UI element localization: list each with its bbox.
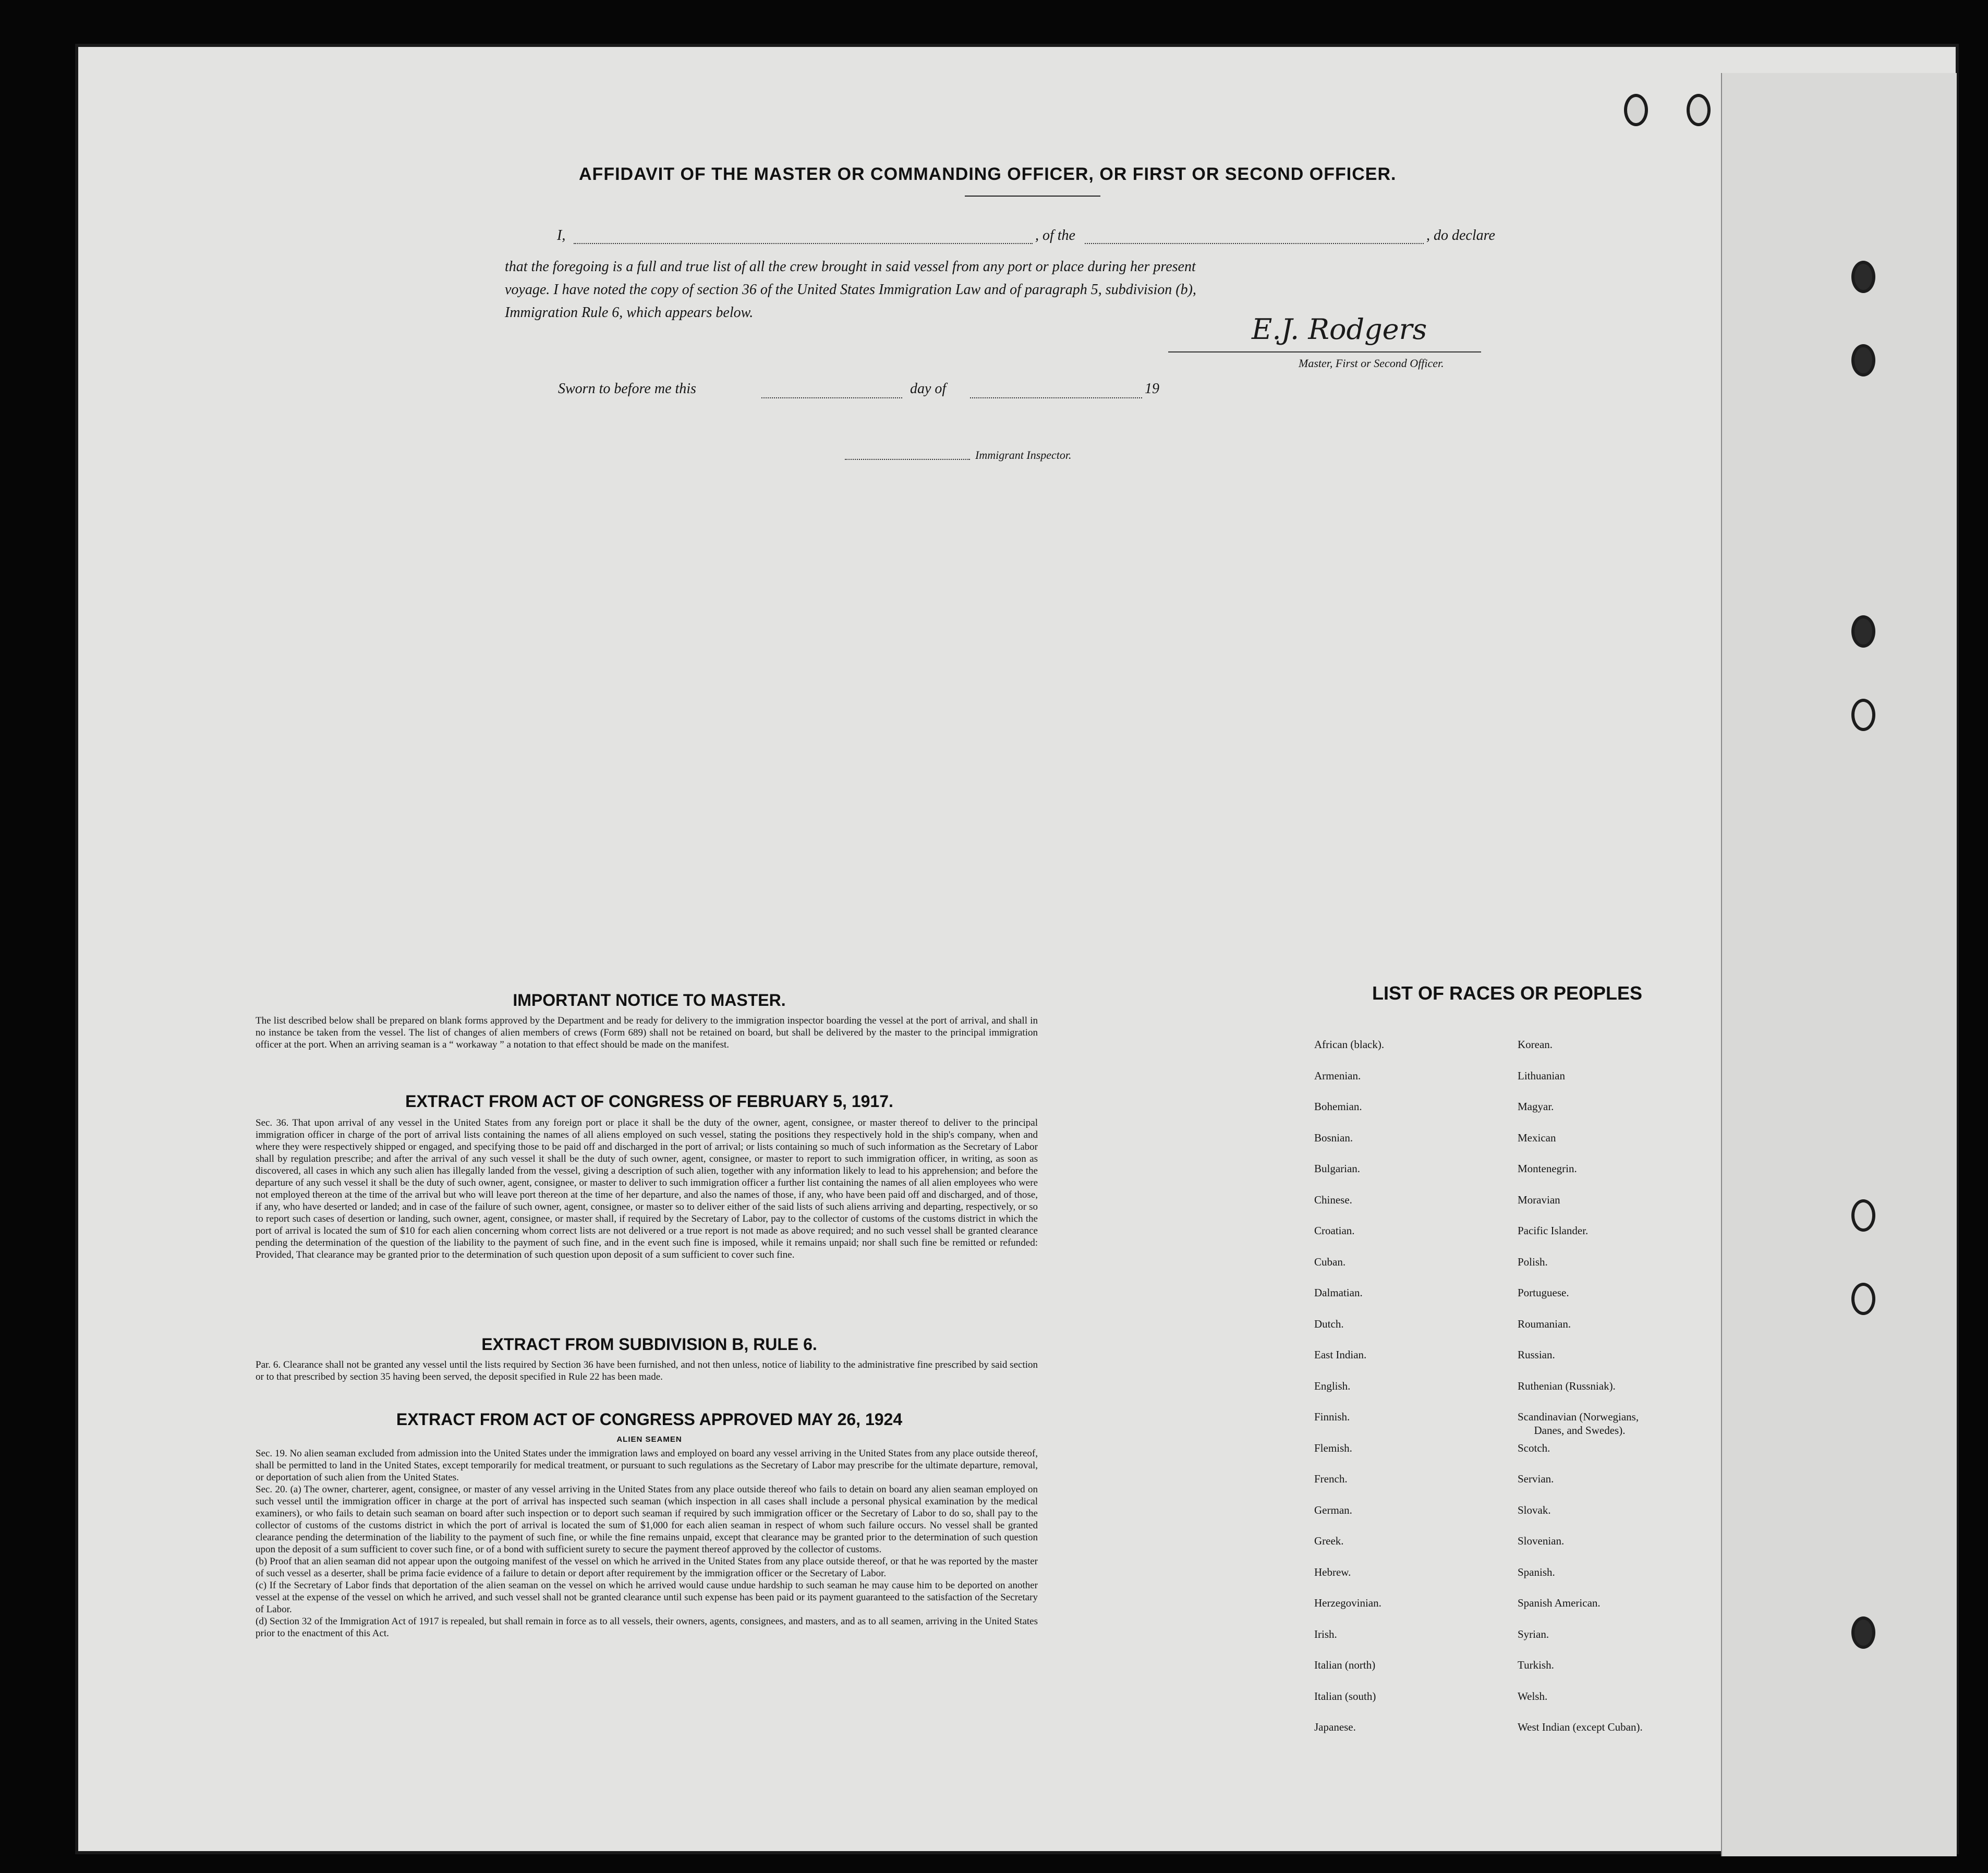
- vessel-line: [1085, 243, 1424, 244]
- race-item: Croatian.: [1314, 1224, 1355, 1237]
- race-item: English.: [1314, 1379, 1351, 1392]
- race-item: Dalmatian.: [1314, 1286, 1363, 1299]
- signature-line: [1168, 351, 1481, 352]
- affidavit-body-2: voyage. I have noted the copy of section 36 of the United States Immigration Law and of paragraph 5, subdivision (b),: [505, 282, 1196, 298]
- race-item: German.: [1314, 1503, 1352, 1516]
- title-rule: [965, 196, 1100, 197]
- handwritten-signature: E.J. Rodgers: [1252, 313, 1427, 346]
- race-item: Armenian.: [1314, 1069, 1361, 1082]
- punch-hole: [1624, 94, 1648, 126]
- race-item: Greek.: [1314, 1535, 1344, 1547]
- punch-hole: [1851, 615, 1875, 648]
- race-item: Irish.: [1314, 1627, 1337, 1640]
- sworn-label: Sworn to before me this: [558, 381, 696, 397]
- race-item: African (black).: [1314, 1038, 1385, 1051]
- punch-hole: [1851, 1283, 1875, 1315]
- punch-hole: [1851, 699, 1875, 731]
- race-item: Flemish.: [1314, 1441, 1352, 1454]
- signature-caption: Master, First or Second Officer.: [1299, 357, 1444, 370]
- race-item: Cuban.: [1314, 1255, 1346, 1268]
- race-item: Scandinavian (Norwegians, Danes, and Swedes).: [1518, 1410, 1639, 1437]
- race-item: French.: [1314, 1473, 1348, 1485]
- race-item: Roumanian.: [1518, 1317, 1571, 1330]
- race-item: Moravian: [1518, 1193, 1560, 1206]
- extract-1917-text: Sec. 36. That upon arrival of any vessel in the United States from any foreign port or place it shall be the duty of the owner, agent, consignee, or master thereof to deliver to the principal immigration officer in charge of the port of arrival lists containing the names of all aliens employed on such vessel, stating the positions they respectively hold in the ship's company, when and where they were respectively shipped or engaged, and specifying those to be paid off and discharged in the port of arrival; or lists containing so much of such information as the Secretary of Labor shall by regulation prescribe; and after the arrival of any such vessel it shall be the duty of such owner, agent, consignee, or master to report to such immigration officer, in writing, as soon as discovered, all cases in which any such alien has illegally landed from the vessel, giving a description of such alien, together with any information likely to lead to his apprehension; and before the departure of any such vessel it shall be the duty of such owner, agent, consignee, or master to deliver to such immigration officer a further list containing the names of all alien employees who were not employed thereon at the time of the arrival but who will leave port thereon at the time of her departure, and also the names of those, if any, who have been paid off and discharged, and of those, if any, who have deserted or landed; and in case of the failure of such owner, agent, consignee, or master so to deliver either of the said lists of such aliens arriving and departing, respectively, or so to report such cases of desertion or landing, such owner, agent, consignee, or master shall, if required by the Secretary of Labor, pay to the collector of customs of the customs district in which the port of arrival is located the sum of $10 for each alien concerning whom correct lists are not delivered or a true report is not made as above required; and no such vessel shall be granted clearance pending the determination of the question of the liability to the payment of such fine, and in the event such fine is imposed, while it remains unpaid; nor shall such fine be remitted or refunded: Provided, That clearance may be granted prior to the determination of such question upon deposit of a sum sufficient to cover such fine.: [256, 1117, 1038, 1260]
- race-item: Korean.: [1518, 1038, 1553, 1051]
- race-item: Dutch.: [1314, 1317, 1344, 1330]
- underlying-page-edge: [1721, 73, 1957, 1856]
- race-item: Russian.: [1518, 1348, 1555, 1361]
- punch-hole: [1851, 1199, 1875, 1232]
- punch-hole: [1851, 1616, 1875, 1649]
- extract-1924-text: Sec. 19. No alien seaman excluded from admission into the United States under the immigration laws and employed on board any vessel arriving in the United States from any place outside thereof, shall be permitted to land in the United States, except temporarily for medical treatment, or pursuant to such regulations as the Secretary of Labor may prescribe for the ultimate departure, removal, or deportation of such alien from the United States. Sec. 20. (a) The owner, charterer, agent, consignee, or master of any vessel arriving in the United States from any place outside thereof who fails to detain on board any alien seaman employed on such vessel until the immigration officer in charge at the port of arrival has inspected such seaman (which inspection in all cases shall include a personal physical examination by the medical examiners), or who fails to detain such seaman on board after such inspection or to deport such seaman if required by such immigration officer or the Secretary of Labor to do so, shall pay to the collector of customs of the customs district in which the port of arrival is located the sum of $1,000 for each alien seaman in respect of whom such failure occurs. No vessel shall be granted clearance pending the determination of the liability to the payment of such fine, or while the fine remains unpaid, except that clearance may be granted prior to the determination of such question upon the deposit of a sum sufficient to cover such fine, or of a bond with sufficient surety to secure the payment thereof approved by the collector of customs. (b) Proof that an alien seaman did not appear upon the outgoing manifest of the vessel on which he arrived in the United States from any place outside thereof, or that he was reported by the master of such vessel as a deserter, shall be prima facie evidence of a failure to detain or deport after requirement by the immigration officer or the Secretary of Labor. (c) If the Secretary of Labor finds that deportation of the alien seaman on the vessel on which he arrived would cause undue hardship to such seaman he may cause him to be deported on another vessel at the expense of the vessel on which he arrived, and such vessel shall not be granted clearance until such expense has been paid or its payment guaranteed to the satisfaction of the Secretary of Labor. (d) Section 32 of the Immigration Act of 1917 is repealed, but shall remain in force as to all vessels, their owners, agents, consignees, and masters, and as to all seamen, arriving in the United States prior to the enactment of this Act.: [256, 1448, 1038, 1639]
- race-item: Mexican: [1518, 1131, 1556, 1144]
- race-item: Syrian.: [1518, 1627, 1549, 1640]
- do-declare-label: , do declare: [1426, 227, 1495, 244]
- extract-1917-title: EXTRACT FROM ACT OF CONGRESS OF FEBRUARY 5, 1917.: [405, 1092, 893, 1111]
- inspector-caption: Immigrant Inspector.: [975, 448, 1072, 461]
- punch-hole: [1851, 344, 1875, 376]
- affidavit-title: AFFIDAVIT OF THE MASTER OR COMMANDING OFFICER, OR FIRST OR SECOND OFFICER.: [579, 164, 1397, 184]
- affidavit-body-3: Immigration Rule 6, which appears below.: [505, 305, 754, 321]
- race-item: Slovak.: [1518, 1503, 1551, 1516]
- of-the-label: , of the: [1035, 227, 1075, 244]
- race-item: Servian.: [1518, 1473, 1554, 1485]
- race-item: Magyar.: [1518, 1100, 1554, 1113]
- race-item: Spanish American.: [1518, 1597, 1601, 1609]
- race-item: Herzegovinian.: [1314, 1597, 1381, 1609]
- race-item: Italian (south): [1314, 1689, 1376, 1702]
- race-item: Slovenian.: [1518, 1535, 1565, 1547]
- race-item: Polish.: [1518, 1255, 1548, 1268]
- race-item: Spanish.: [1518, 1565, 1555, 1578]
- race-item: Turkish.: [1518, 1659, 1554, 1671]
- rule6-title: EXTRACT FROM SUBDIVISION B, RULE 6.: [481, 1335, 817, 1354]
- race-item: Hebrew.: [1314, 1565, 1351, 1578]
- race-item: Lithuanian: [1518, 1069, 1565, 1082]
- punch-hole: [1687, 94, 1711, 126]
- races-title: LIST OF RACES OR PEOPLES: [1372, 982, 1643, 1004]
- rule6-text: Par. 6. Clearance shall not be granted any vessel until the lists required by Section 36 have been furnished, and not then unless, notice of liability to the administrative fine prescribed by said section or to that prescribed by section 35 having been served, the deposit specified in Rule 22 has been made.: [256, 1359, 1038, 1382]
- race-item: Ruthenian (Russniak).: [1518, 1379, 1616, 1392]
- day-line: [761, 397, 902, 398]
- race-item: Pacific Islander.: [1518, 1224, 1589, 1237]
- race-item: Italian (north): [1314, 1659, 1376, 1671]
- name-line: [574, 243, 1033, 244]
- race-item: Chinese.: [1314, 1193, 1352, 1206]
- race-item: Japanese.: [1314, 1721, 1356, 1733]
- notice-title: IMPORTANT NOTICE TO MASTER.: [513, 991, 786, 1010]
- race-item: Scotch.: [1518, 1441, 1550, 1454]
- race-item: Bohemian.: [1314, 1100, 1362, 1113]
- year-label: 19: [1145, 381, 1159, 397]
- day-of-label: day of: [910, 381, 947, 397]
- race-item: Portuguese.: [1518, 1286, 1569, 1299]
- race-item: West Indian (except Cuban).: [1518, 1721, 1643, 1733]
- affidavit-body-1: that the foregoing is a full and true list of all the crew brought in said vessel from any port or place during her present: [505, 259, 1196, 275]
- punch-hole: [1851, 261, 1875, 293]
- race-item: East Indian.: [1314, 1348, 1367, 1361]
- i-label: I,: [557, 227, 566, 244]
- race-item: Bosnian.: [1314, 1131, 1353, 1144]
- extract-1924-subtitle: ALIEN SEAMEN: [616, 1435, 682, 1444]
- race-item: Finnish.: [1314, 1410, 1350, 1423]
- race-item: Montenegrin.: [1518, 1162, 1577, 1175]
- inspector-line: [845, 459, 970, 460]
- race-item: Welsh.: [1518, 1689, 1548, 1702]
- extract-1924-title: EXTRACT FROM ACT OF CONGRESS APPROVED MAY 26, 1924: [396, 1410, 903, 1429]
- notice-text: The list described below shall be prepared on blank forms approved by the Department and be ready for delivery to the immigration inspector boarding the vessel at the port of arrival, and shall in no instance be taken from the vessel. The list of changes of alien members of crews (Form 689) shall not be retained on board, but shall be delivered by the master to the principal immigration officer at the port. When an arriving seaman is a “ workaway ” a notation to that effect should be made on the manifest.: [256, 1015, 1038, 1050]
- race-item: Bulgarian.: [1314, 1162, 1361, 1175]
- month-line: [970, 397, 1142, 398]
